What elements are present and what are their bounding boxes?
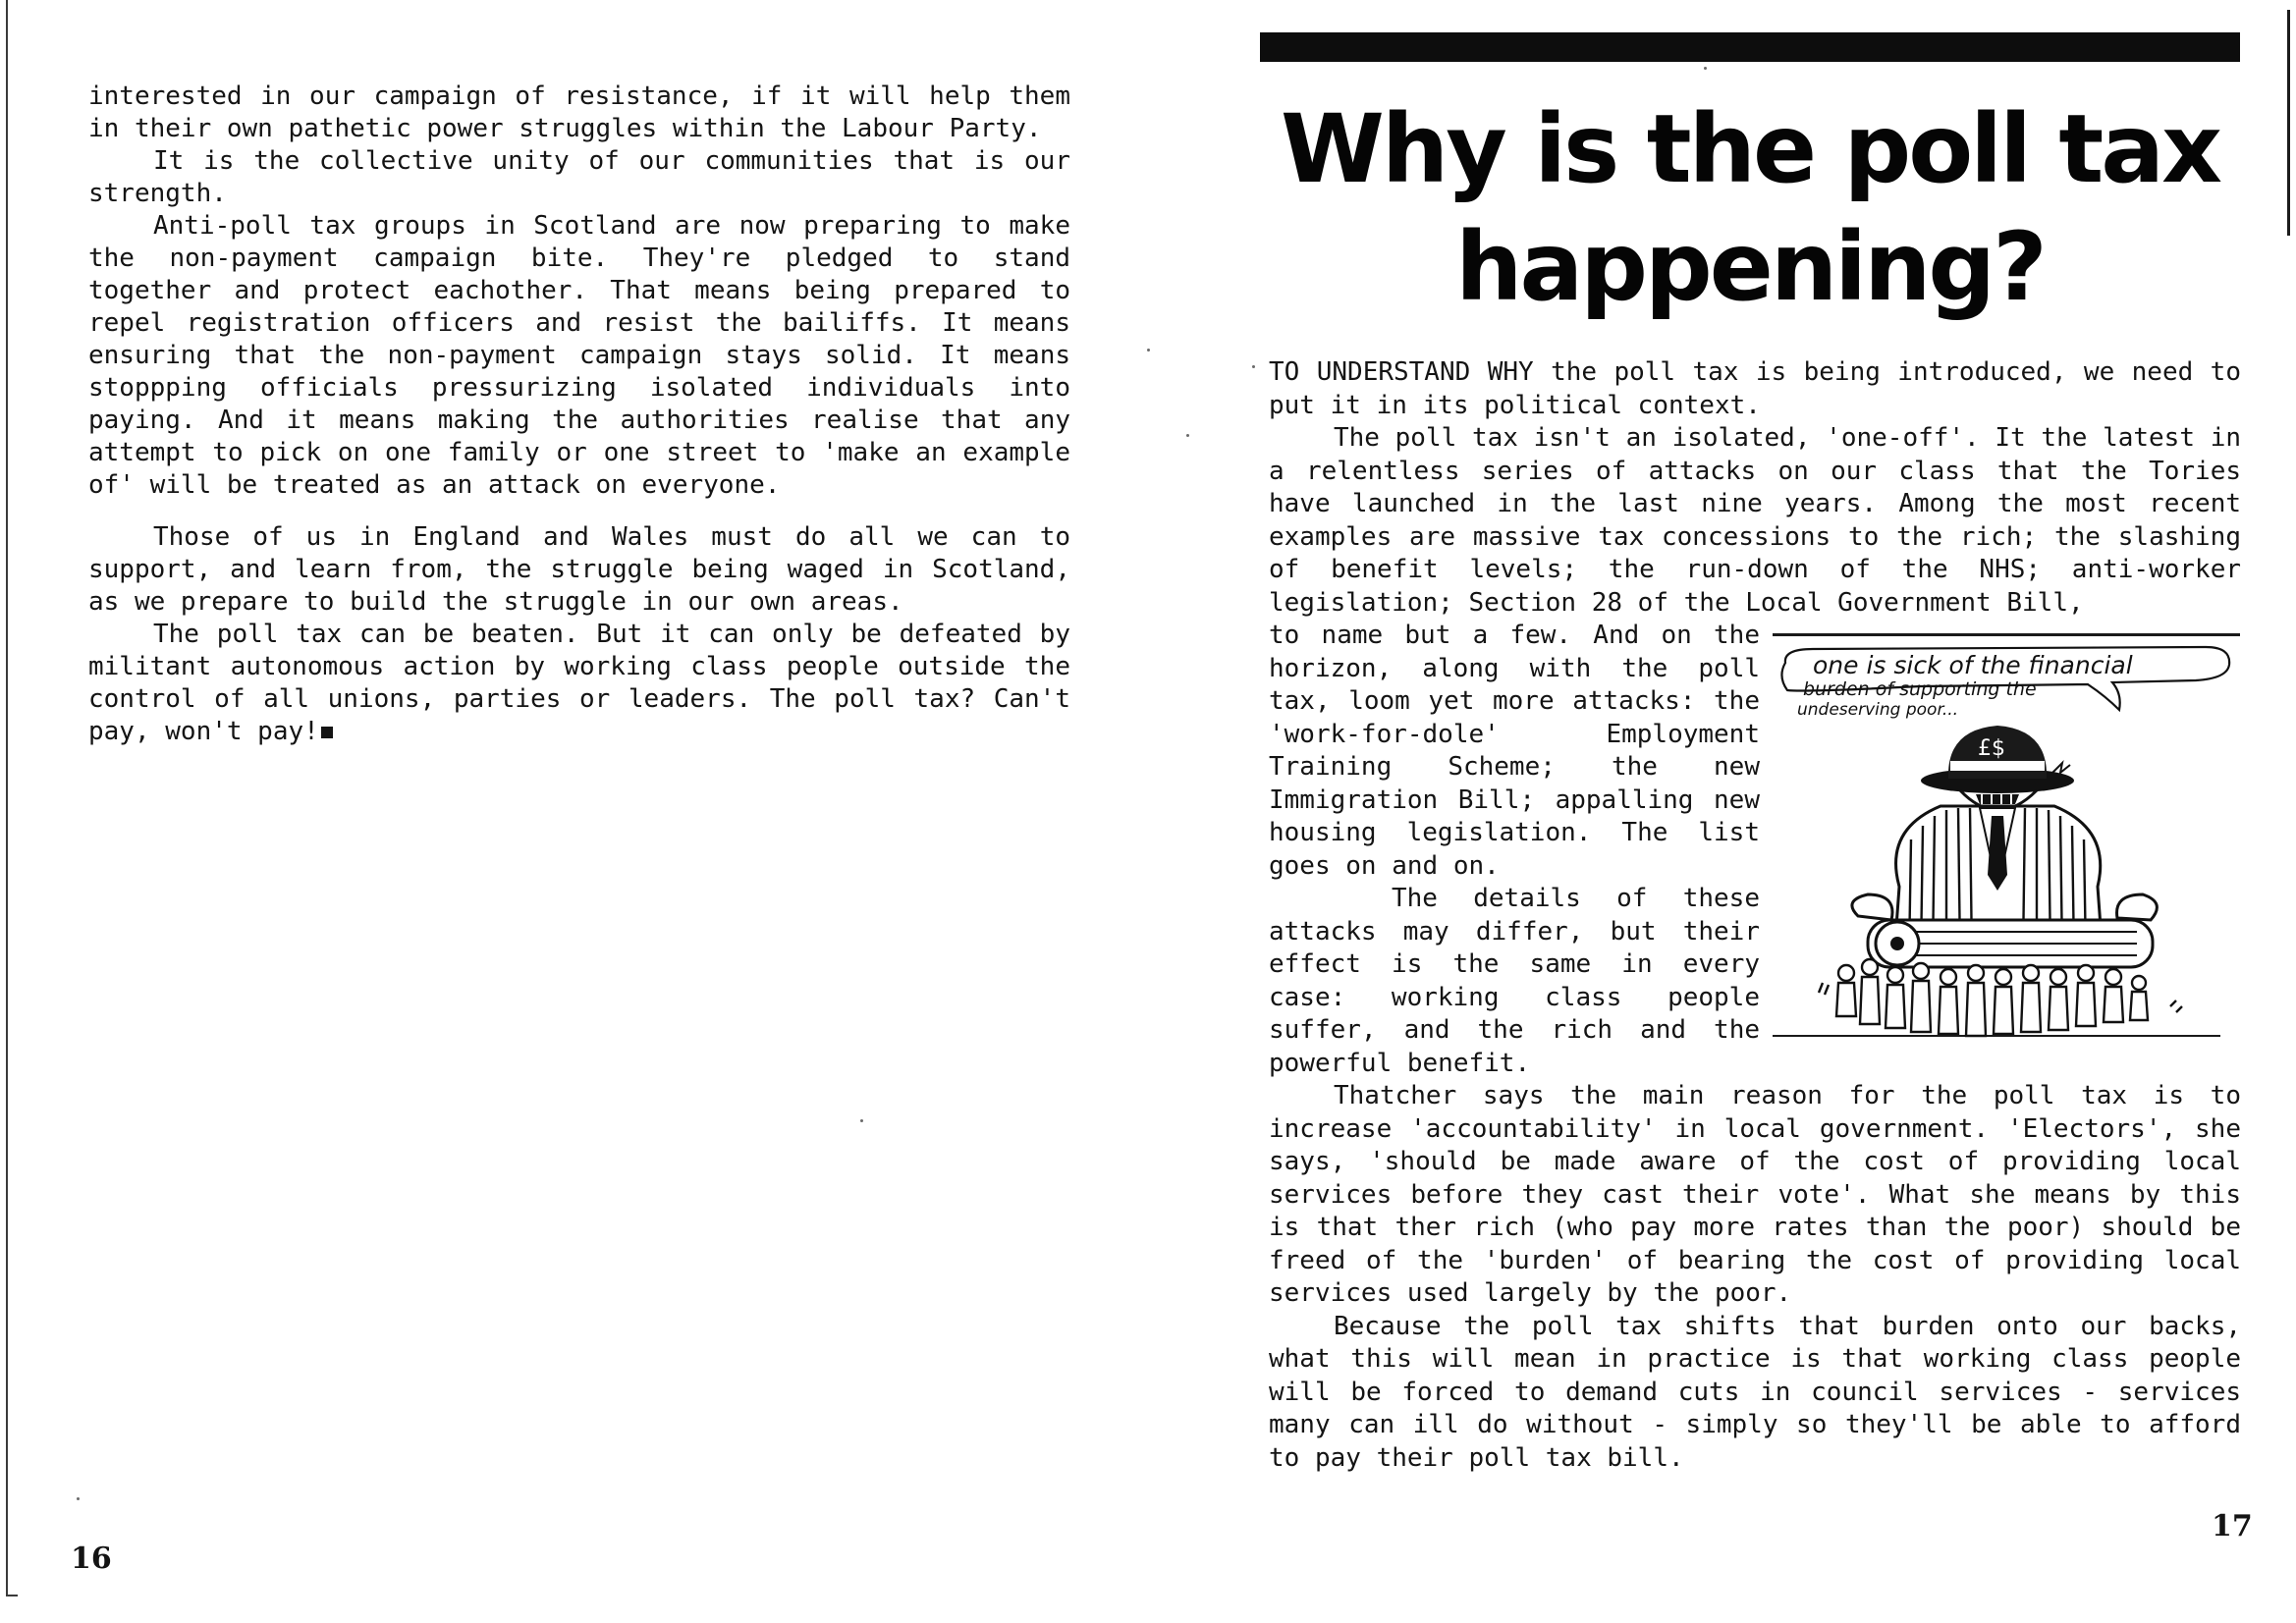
bowler-hat (1921, 726, 2074, 793)
right-paragraph-1: TO UNDERSTAND WHY the poll tax is being introduced, we need to put it in its political context. (1269, 357, 2241, 420)
scan-speck (860, 1119, 863, 1122)
headline-line-2: happening? (1455, 212, 2045, 322)
left-paragraph-5 (88, 619, 1070, 748)
right-paragraph-6: Because the poll tax shifts that burden onto our backs, what this will mean in practice is that working class people will be forced to demand cuts in council services - services many can ill do without - simply so they'll be able to afford to pay their poll tax bill. (1269, 1311, 2241, 1473)
right-paragraph-5: Thatcher says the main reason for the poll tax is to increase 'accountability' in local government. 'Electors', she says, 'should be made aware of the cost of providing local services before they cast their vote'. What she means by this is that ther rich (who pay more rates than the poor) should be freed of the 'burden' of bearing the cost of providing local services used largely by the poor. (1269, 1081, 2241, 1308)
left-paragraph-2: It is the collective unity of our communities that is our strength. (88, 146, 1070, 208)
left-paragraph-4: Those of us in England and Wales must do all we can to support, and learn from, the struggle being waged in Scotland, as we prepare to build the struggle in our own areas. (88, 522, 1070, 617)
right-paragraph-3: to name but a few. And on the horizon, along with the poll tax, loom yet more attacks: the 'work-for-dole' Employment Training Scheme; the new Immigration Bill; appalling new housing legislation. The list goes on and on. (1269, 621, 1760, 881)
headline-top-bar (1260, 32, 2240, 62)
left-paragraph-1: interested in our campaign of resistance, if it will help them in their own pathetic power struggles within the Labour Party. (88, 81, 1070, 143)
left-binding-edge (6, 0, 8, 1596)
bubble-line-1: one is sick of the financial (1813, 651, 2133, 679)
crowd-of-people (1819, 959, 2182, 1036)
scan-speck (1186, 434, 1189, 437)
cartoon-top-rule (1773, 633, 2240, 636)
right-paragraph-4: The details of these attacks may differ, but their effect is the same in every case: working class people suffer, and the rich and the powerful benefit. (1269, 884, 1760, 1078)
left-paragraph-3: Anti-poll tax groups in Scotland are now preparing to make the non-payment campaign bite. They're pledged to stand together and protect eachother. That means being prepared to repel registration officers and resist the bailiffs. It means ensuring that the non-payment campaign stays solid. It means stoppping officials pressurizing isolated individuals into paying. And it means making the authorities realise that any attempt to pick on one family or one street to 'make an example of' will be treated as an attack on everyone. (88, 211, 1070, 500)
scan-speck (1704, 67, 1707, 70)
right-paragraph-2: The poll tax isn't an isolated, 'one-off'. It the latest in a relentless series of attacks on our class that the Tories have launched in the last nine years. Among the most recent examples are massive tax concessions to the rich; the slashing of benefit levels; the run-down of the NHS; anti-worker legislation; Section 28 of the Local Government Bill, (1269, 423, 2241, 618)
headline-line-1: Why is the poll tax (1281, 94, 2219, 204)
bubble-line-2: burden of supporting the (1803, 678, 2037, 700)
cartoon-illustration (1774, 643, 2235, 1061)
right-binding-edge (2287, 10, 2290, 236)
scan-speck (77, 1497, 80, 1500)
left-binding-edge-foot (6, 1595, 18, 1596)
article-headline (1260, 90, 2240, 326)
scan-speck (1147, 349, 1150, 352)
bubble-line-3: undeserving poor... (1797, 700, 1959, 720)
scan-speck (1252, 365, 1255, 368)
page-number-right: 17 (2212, 1509, 2253, 1543)
hat-mark: £$ (1978, 736, 2005, 761)
left-page-column (88, 81, 1070, 748)
page-number-left: 16 (71, 1542, 112, 1576)
left-paragraph-5-text: The poll tax can be beaten. But it can only be defeated by militant autonomous action by working class people outside the control of all unions, parties or leaders. The poll tax? Can't pay, won't pay! (88, 620, 1070, 746)
end-of-article-mark (321, 727, 333, 738)
